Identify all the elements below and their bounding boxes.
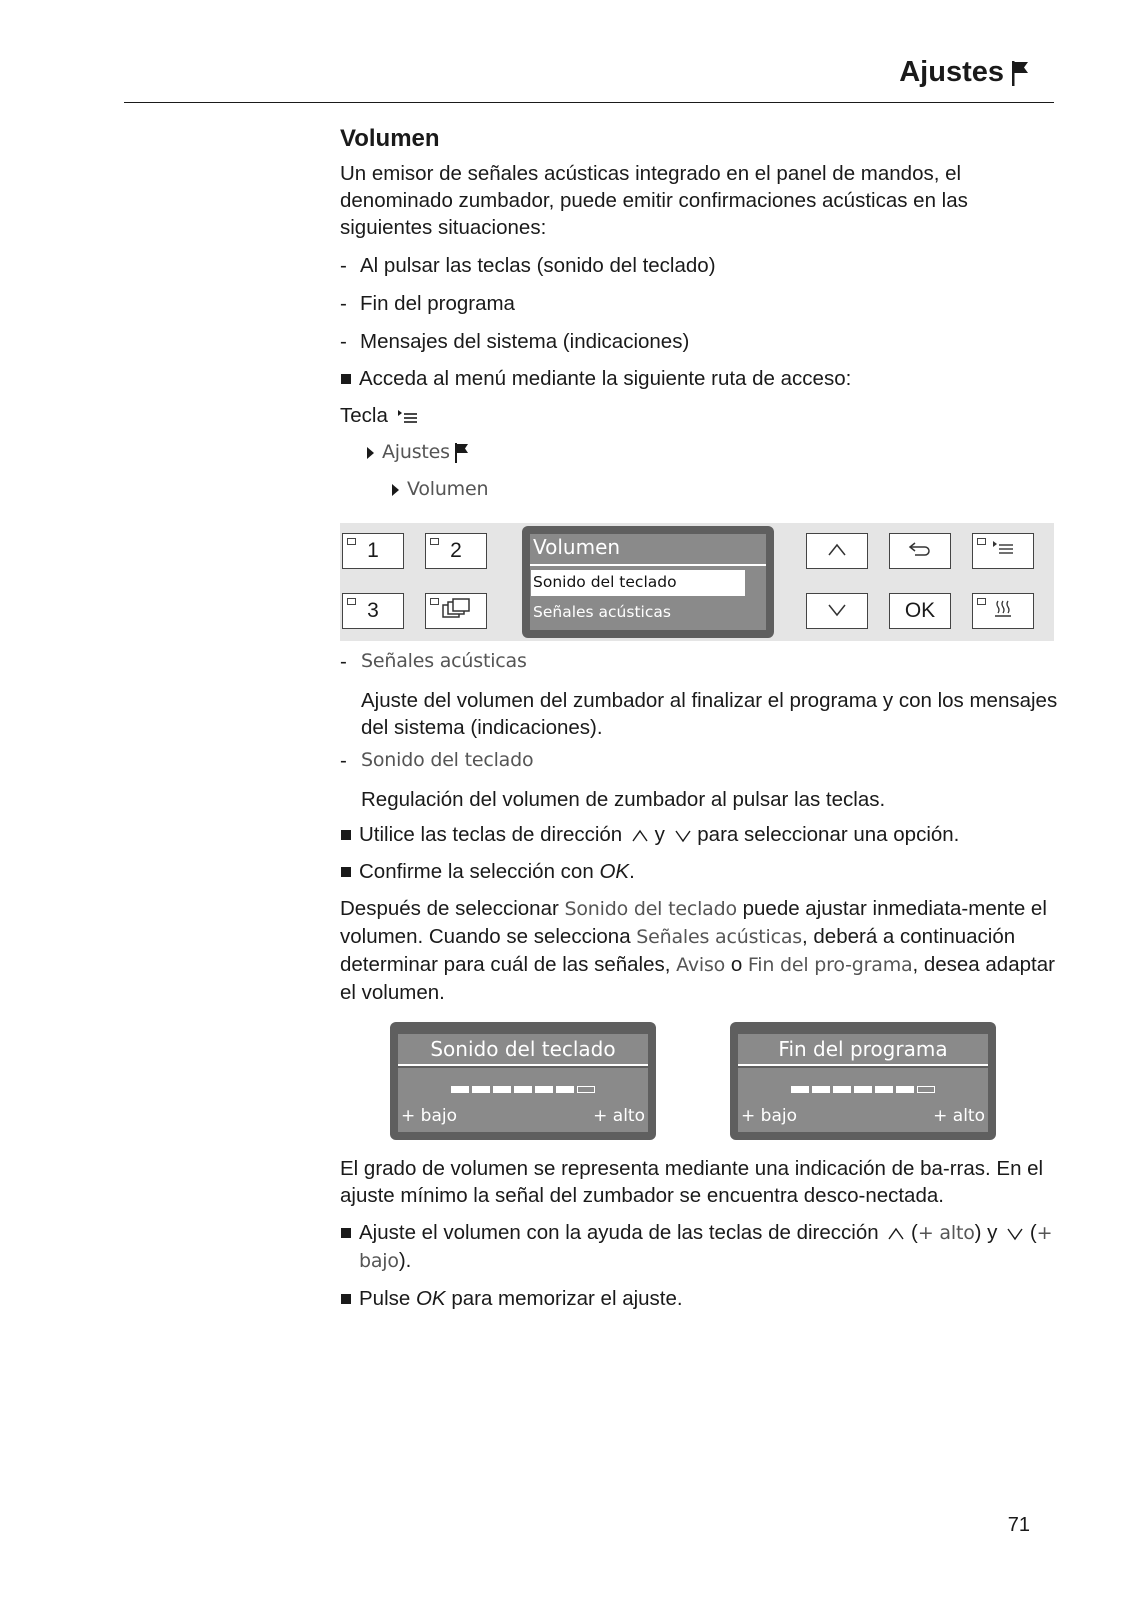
volume-display-keyboard <box>390 1022 656 1140</box>
menu-item-selected[interactable]: Sonido del teclado <box>531 570 745 596</box>
back-arrow-icon <box>907 539 933 563</box>
menu-icon <box>991 539 1015 563</box>
after-selection-paragraph: Después de seleccionar Sonido del teclado puede ajustar inmediata-mente el volumen. Cuando se selecciona Señales acústicas, deberá a continuación determinar para cuál de las señales, Aviso o Fin del pro-grama, desea adaptar el volumen. <box>340 897 1055 1004</box>
arrow-right-icon <box>367 447 374 459</box>
volume-bar-segment <box>514 1086 532 1093</box>
menu-path-step: Volumen <box>392 476 1060 503</box>
list-item: - Fin del programa <box>340 292 515 315</box>
volume-bar-segment <box>493 1086 511 1093</box>
options-section <box>340 648 1060 1006</box>
lcd-display <box>522 526 774 638</box>
volume-bar-segment <box>896 1086 914 1093</box>
chevron-down-icon <box>1006 1227 1024 1241</box>
volume-high-label: + alto <box>933 1106 985 1126</box>
option-description: Ajuste del volumen del zumbador al finalizar el programa y con los mensajes del sistema (indicaciones). <box>361 689 1058 739</box>
instruction-step: Confirme la selección con OK. <box>340 858 1060 885</box>
main-content <box>340 124 1060 503</box>
drying-icon <box>992 598 1014 624</box>
led-indicator <box>977 598 986 605</box>
ok-button[interactable]: OK <box>889 593 951 629</box>
page-number: 71 <box>1007 1514 1030 1536</box>
instruction-step: Pulse OK para memorizar el ajuste. <box>340 1285 1060 1312</box>
list-item: - Al pulsar las teclas (sonido del teclado) <box>340 254 716 277</box>
bars-paragraph: El grado de volumen se representa mediante una indicación de ba-rras. En el ajuste mínimo la señal del zumbador se encuentra desco-nectada. <box>340 1157 1044 1207</box>
volume-low-label: + bajo <box>741 1106 797 1126</box>
instruction-step: Ajuste el volumen con la ayuda de las teclas de dirección (+ alto) y (+ bajo). <box>340 1219 1060 1275</box>
volume-display-program-end <box>730 1022 996 1140</box>
option-item: - Sonido del teclado <box>340 749 534 772</box>
back-button[interactable] <box>889 533 951 569</box>
final-section <box>340 1155 1060 1312</box>
chevron-down-icon <box>827 599 847 623</box>
volume-bar-segment <box>791 1086 809 1093</box>
key-2-button[interactable]: 2 <box>425 533 487 569</box>
volume-bar-segment <box>472 1086 490 1093</box>
control-panel <box>340 523 1054 641</box>
volume-bar-segment <box>812 1086 830 1093</box>
volume-bar-segment <box>451 1086 469 1093</box>
flag-icon <box>1010 59 1030 87</box>
header-divider <box>124 102 1054 103</box>
volume-high-label: + alto <box>593 1106 645 1126</box>
instruction-step: Acceda al menú mediante la siguiente ruta de acceso: <box>340 365 1060 392</box>
volume-bar-segment <box>917 1086 935 1093</box>
intro-paragraph: Un emisor de señales acústicas integrado en el panel de mandos, el denominado zumbador, puede emitir confirmaciones acústicas en las siguientes situaciones: <box>340 162 968 239</box>
volume-bar-segment <box>535 1086 553 1093</box>
volume-bar-segment <box>854 1086 872 1093</box>
header-title: Ajustes <box>899 56 1004 88</box>
option-description: Regulación del volumen de zumbador al pulsar las teclas. <box>361 788 886 811</box>
volume-bar-segment <box>833 1086 851 1093</box>
volume-low-label: + bajo <box>401 1106 457 1126</box>
arrow-right-icon <box>392 484 399 496</box>
volume-display-title: Fin del programa <box>738 1034 988 1064</box>
drying-button[interactable] <box>972 593 1034 629</box>
volume-bar-segment <box>556 1086 574 1093</box>
windows-icon <box>440 597 472 625</box>
volume-bar-indicator <box>451 1086 595 1093</box>
chevron-up-icon <box>827 539 847 563</box>
page-header <box>899 56 1030 89</box>
section-title: Volumen <box>340 125 440 152</box>
led-indicator <box>347 598 356 605</box>
menu-button[interactable] <box>972 533 1034 569</box>
key-1-button[interactable]: 1 <box>342 533 404 569</box>
led-indicator <box>347 538 356 545</box>
menu-path-step: Ajustes <box>367 439 1060 466</box>
volume-bar-indicator <box>791 1086 935 1093</box>
chevron-up-icon <box>887 1227 905 1241</box>
up-button[interactable] <box>806 533 868 569</box>
led-indicator <box>430 598 439 605</box>
menu-item[interactable]: Señales acústicas <box>533 603 671 621</box>
chevron-up-icon <box>631 829 649 843</box>
flag-icon <box>453 442 469 464</box>
lcd-title: Volumen <box>533 535 621 559</box>
down-button[interactable] <box>806 593 868 629</box>
list-item: - Mensajes del sistema (indicaciones) <box>340 330 690 353</box>
led-indicator <box>977 538 986 545</box>
chevron-down-icon <box>674 829 692 843</box>
key-3-button[interactable]: 3 <box>342 593 404 629</box>
multi-window-button[interactable] <box>425 593 487 629</box>
led-indicator <box>430 538 439 545</box>
volume-bar-segment <box>577 1086 595 1093</box>
volume-display-title: Sonido del teclado <box>398 1034 648 1064</box>
instruction-step: Utilice las teclas de dirección y para seleccionar una opción. <box>340 821 1060 848</box>
option-item: - Señales acústicas <box>340 650 527 673</box>
volume-bar-segment <box>875 1086 893 1093</box>
menu-key-icon <box>397 408 419 426</box>
key-instruction: Tecla <box>340 402 1060 429</box>
